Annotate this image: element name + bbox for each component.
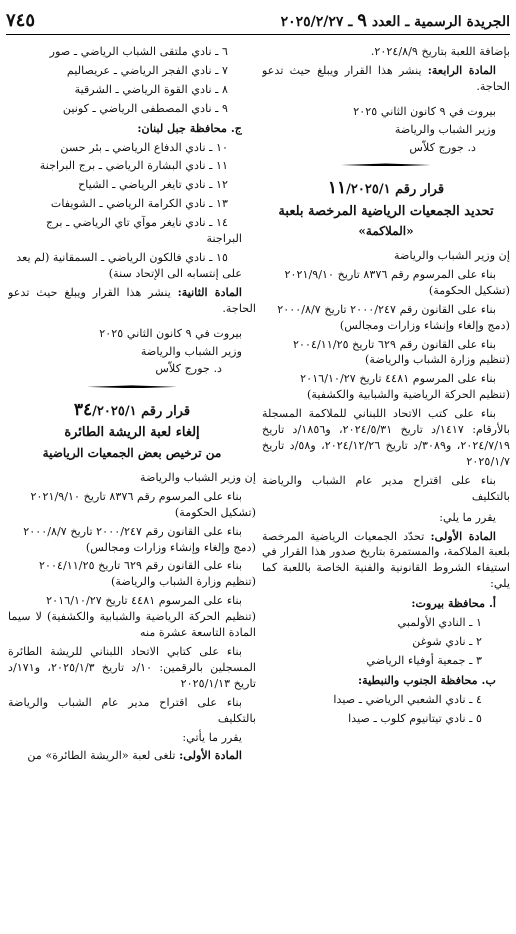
right-column [262,44,510,928]
preamble-note: (تشكيل الحكومة) [428,283,510,297]
preamble-note: (تنظيم وزارة الشباب والرياضة) [365,353,510,367]
article-1 [262,529,510,593]
list-item: ١٥ ـ نادي فالكون الرياضي ـ السمقانية (لم يعد على إنتسابه الى الإتحاد سنة) [16,250,242,280]
intro-line: بإضافة اللعبة بتاريخ ٢٠٢٤/٨/٩. [370,45,510,58]
sign-place-date: بيروت في ٩ كانون الثاني ٢٠٢٥ [99,326,242,340]
preamble-text: بناء على القانون رقم ٢٠٠٠/٢٤٧ تاريخ ٢٠٠٠/٨/٧ [277,302,496,316]
article-label: المادة الأولى: [179,748,242,763]
section-heading-beirut: أ. محافظة بيروت: [411,596,496,611]
sign-name: د. جورج كلاّس [409,140,476,154]
preamble-note: (تشكيل الحكومة) [174,505,256,519]
letters-preamble: بناء على كتب الاتحاد اللبناني للملاكمة المسجلة بالأرقام: ١٤١٧/د تاريخ ٢٠٢٤/٥/٣١، و١٨٥٦/د تاريخ ٢٠٢٤/٧/١٩، و٣٠٨٩/د تاريخ ٢٠٢٤/١٢/٢٦، و٥٨/د تاريخ ٢٠٢٥/١/٧ [262,407,510,468]
preamble [8,593,256,641]
section-heading-mount-lebanon: ج. محافظة جبل لبنان: [137,120,242,135]
issue-date: ـ ٢٠٢٥/٢/٢٧ [280,13,353,30]
list-item: ١ ـ النادي الأولمبي [397,616,482,630]
preamble-text: بناء على القانون رقم ٢٠٠٠/٢٤٧ تاريخ ٢٠٠٠/٨/٧ [23,524,242,538]
section-heading-south: ب. محافظة الجنوب والنبطية: [357,672,496,687]
minister-line: إن وزير الشباب والرياضة [139,470,256,484]
decision-subtitle: من ترخيص بعض الجمعيات الرياضية [42,445,222,460]
list-item: ٨ ـ نادي القوة الرياضي ـ الشرقية [74,82,228,96]
decision-label: قرار رقم [395,182,445,198]
sign-name: د. جورج كلاّس [155,362,222,376]
article-text: ينشر هذا القرار ويبلغ حيث تدعو الحاجة. [8,285,256,315]
list-item: ٧ ـ نادي الفجر الرياضي ـ عريصاليم [66,63,228,77]
sign-role: وزير الشباب والرياضة [394,122,496,136]
preamble-note: (تنظيم الحركة الرياضية والشبابية والكشفية) [306,388,510,402]
preamble-text: بناء على المرسوم ٤٤٨١ تاريخ ٢٠١٦/١٠/٢٧ [46,594,242,608]
sign-role: وزير الشباب والرياضة [140,344,242,358]
article-1 [8,748,256,764]
preamble [262,267,510,299]
article-label: المادة الرابعة: [427,62,496,77]
minister-line: إن وزير الشباب والرياضة [393,249,510,263]
decision-subtitle: «الملاكمة» [358,224,414,239]
preamble-note: (دمج وإلغاء وإنشاء وزارات ومجالس) [339,318,510,332]
page-number: ٧٤٥ [6,9,36,31]
decision-number: ٣٤ [73,400,93,421]
article-2 [8,285,256,317]
proposal-preamble: بناء على اقتراح مدير عام الشباب والرياضة بالتكليف [262,473,510,503]
decision-title: تحديد الجمعيات الرياضية المرخصة بلعبة [278,203,494,219]
article-label: المادة الأولى: [430,528,496,543]
sign-place-date: بيروت في ٩ كانون الثاني ٢٠٢٥ [353,104,496,118]
preamble [262,337,510,369]
preamble [262,371,510,403]
article-4 [262,63,510,95]
left-column [8,44,256,928]
preamble-note: (تنظيم الحركة الرياضية والشبابية والكشفية) لا سيما المادة التاسعة عشرة منه [8,610,256,640]
list-item: ١١ ـ نادي البشارة الرياضي ـ برج البراجنة [39,159,228,173]
preamble-list [262,267,510,403]
list-item: ٥ ـ نادي تيتانيوم كلوب ـ صيدا [348,711,482,725]
list-item: ٣ ـ جمعية أوفياء الرياضي [366,653,482,667]
list-item: ١٣ ـ نادي الكرامة الرياضي ـ الشويفات [50,197,228,211]
list-item: ١٠ ـ نادي الدفاع الرياضي ـ بئر حسن [60,140,228,154]
preamble [8,489,256,521]
article-text: تحدّد الجمعيات الرياضية المرخصة بلعبة الملاكمة، والمستمرة بتاريخ صدور هذا القرار في استيفاء الشروط القانونية والفنية الخاصة باللعبة كما يلي: [262,529,510,591]
list-item: ٢ ـ نادي شوغن [412,634,482,648]
decision-heading [8,398,256,422]
decision-label: قرار رقم [141,404,191,420]
decides-line: يقرر ما يلي: [439,510,496,524]
header-title [281,10,510,31]
decides-line: يقرر ما يأتي: [182,730,242,744]
decision-date: /٢٠٢٥/١ [92,404,137,420]
preamble-text: بناء على المرسوم رقم ٨٣٧٦ تاريخ ٢٠٢١/٩/١٠ [284,267,496,281]
preamble-note: (تنظيم وزارة الشباب والرياضة) [111,575,256,589]
proposal-preamble: بناء على اقتراح مدير عام الشباب والرياضة بالتكليف [8,695,256,725]
preamble-text: بناء على المرسوم ٤٤٨١ تاريخ ٢٠١٦/١٠/٢٧ [300,372,496,386]
preamble-text: بناء على القانون رقم ٦٢٩ تاريخ ٢٠٠٤/١١/٢٥ [38,559,242,573]
preamble-text: بناء على المرسوم رقم ٨٣٧٦ تاريخ ٢٠٢١/٩/١٠ [30,489,242,503]
list-item: ٦ ـ نادي ملتقى الشباب الرياضي ـ صور [49,45,228,58]
preamble-text: بناء على القانون رقم ٦٢٩ تاريخ ٢٠٠٤/١١/٢٥ [292,337,496,351]
letters-preamble: بناء على كتابي الاتحاد اللبناني للريشة الطائرة المسجلين بالرقمين: ١٠/د تاريخ ٢٠٢٥/١/٣، و١٧١/د تاريخ ٢٠٢٥/١/١٣ [8,644,256,690]
preamble-list [8,489,256,641]
gazette-name: الجريدة الرسمية ـ العدد [371,13,510,30]
section-divider [87,385,177,388]
preamble-note: (دمج وإلغاء وإنشاء وزارات ومجالس) [85,540,256,554]
preamble [8,558,256,590]
issue-number: ٩ [357,9,367,31]
decision-date: /٢٠٢٥/١ [346,182,391,198]
list-item: ١٤ ـ نادي نايغر موآي تاي الرياضي ـ برج البراجنة [46,216,242,246]
page-header [6,6,510,35]
section-divider [341,163,431,166]
preamble [8,524,256,556]
preamble [262,302,510,334]
decision-heading [262,176,510,200]
article-text: تلغى لعبة «الريشة الطائرة» من [27,749,176,763]
article-text: ينشر هذا القرار ويبلغ حيث تدعو الحاجة. [262,63,510,93]
list-item: ٩ ـ نادي المصطفى الرياضي ـ كونين [62,101,228,115]
decision-title: إلغاء لعبة الريشة الطائرة [64,425,200,441]
article-label: المادة الثانية: [177,284,242,299]
list-item: ٤ ـ نادي الشعبي الرياضي ـ صيدا [333,692,482,706]
list-item: ١٢ ـ نادي تايغر الرياضي ـ الشياح [78,178,228,192]
decision-number: ١١ [327,178,347,199]
